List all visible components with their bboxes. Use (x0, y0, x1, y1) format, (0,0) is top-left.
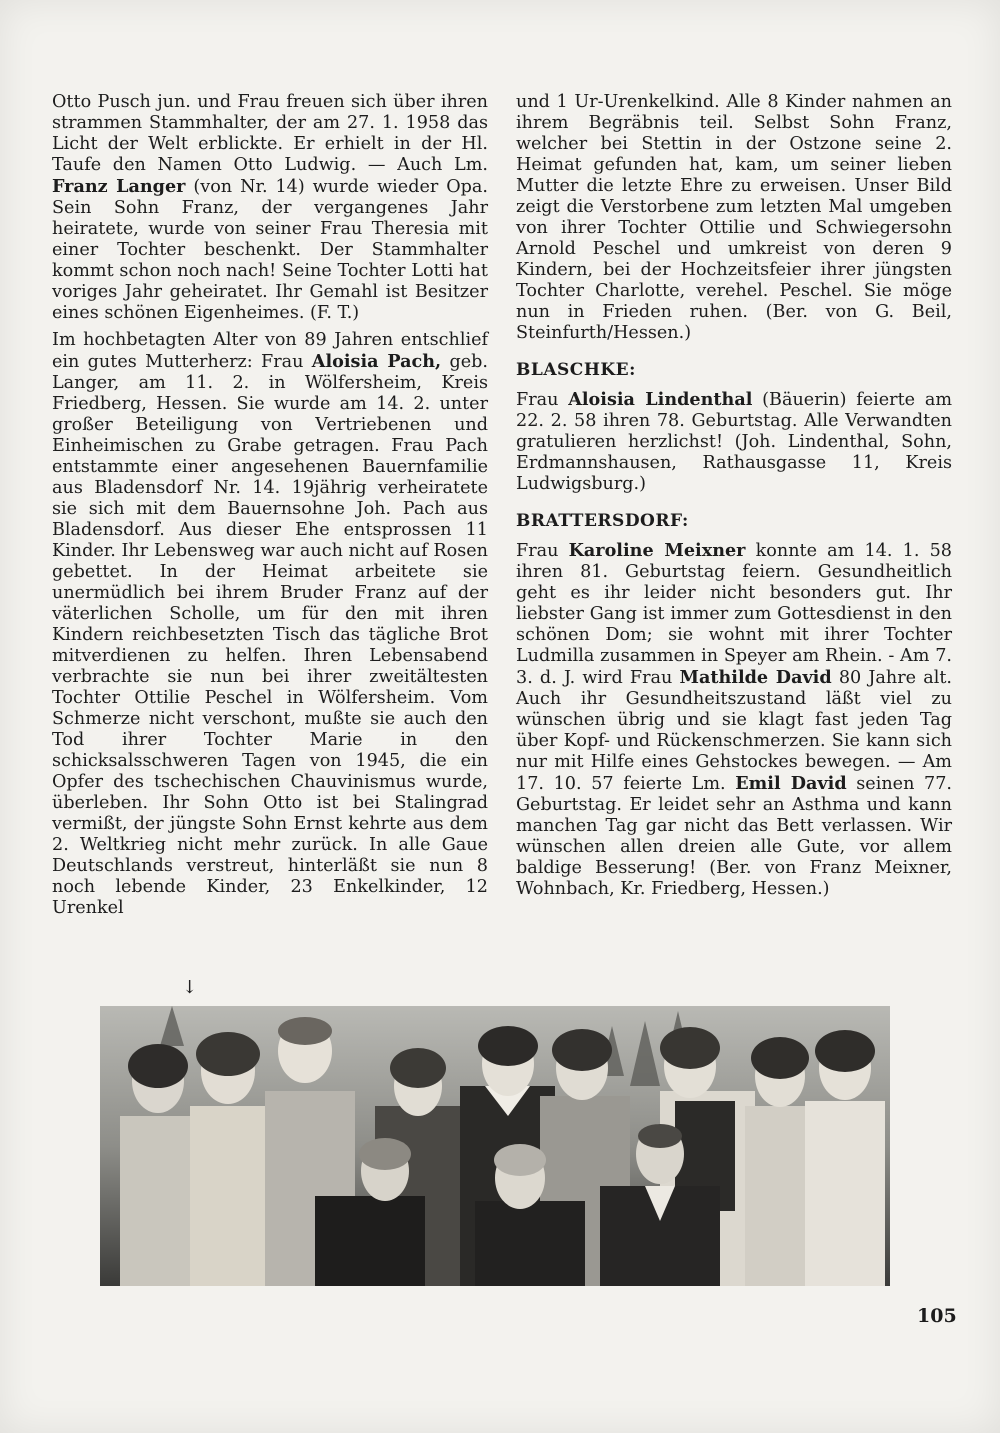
left-column (52, 92, 488, 925)
family-photograph (100, 1006, 890, 1286)
paragraph-pusch-langer: Otto Pusch jun. und Frau freuen sich über ihren strammen Stammhalter, der am 27. 1. 1958 das Licht der Welt erblickte. Er erhielt in der Hl. Taufe den Namen Otto Ludwig. — Auch Lm. Franz Langer (von Nr. 14) wurde wieder Opa. Sein Sohn Franz, der vergangenes Jahr heiratete, wurde von seiner Frau Theresia mit einer Tochter beschenkt. Der Stammhalter kommt schon noch nach! Seine Tochter Lotti hat voriges Jahr geheiratet. Ihr Gemahl ist Besitzer eines schönen Eigenheimes. (F. T.) (52, 92, 488, 323)
photo-pointer-arrow: ↓ (182, 977, 198, 998)
paragraph-obituary-continued: und 1 Ur-Urenkelkind. Alle 8 Kinder nahmen an ihrem Begräbnis teil. Selbst Sohn Franz, welcher bei Stettin in der Ostzone seine 2. Heimat gefunden hat, kam, um seiner lieben Mutter die letzte Ehre zu erweisen. Unser Bild zeigt die Verstorbene zum letzten Mal umgeben von ihrer Tochter Ottilie und Schwiegersohn Arnold Peschel und umkreist von deren 9 Kindern, bei der Hochzeitsfeier ihrer jüngsten Tochter Charlotte, verehel. Peschel. Sie möge nun in Frieden ruhen. (Ber. von G. Beil, Steinfurth/Hessen.) (516, 92, 952, 343)
section-heading-brattersdorf: BRATTERSDORF: (516, 511, 689, 531)
paragraph-lindenthal: Frau Aloisia Lindenthal (Bäuerin) feierte am 22. 2. 58 ihren 78. Geburtstag. Alle Verwandten gratulieren herzlichst! (Joh. Lindenthal, Sohn, Erdmannshausen, Rathausgasse 11, Kreis Ludwigsburg.) (516, 389, 953, 494)
paragraph-obituary-pach: Im hochbetagten Alter von 89 Jahren entschlief ein gutes Mutterherz: Frau Aloisia Pach, geb. Langer, am 11. 2. in Wölfersheim, Kreis Friedberg, Hessen. Sie wurde am 14. 2. unter großer Beteiligung von Vertriebenen und Einheimischen zu Grabe getragen. Frau Pach entstammte einer angesehenen Bauernfamilie aus Bladensdorf Nr. 14. 19jährig verheiratete sie sich mit dem Bauernsohne Joh. Pach aus Bladensdorf. Aus dieser Ehe entsprossen 11 Kinder. Ihr Lebensweg war auch nicht auf Rosen gebettet. In der Heimat arbeitete sie unermüdlich bei ihrem Bruder Franz auf der väterlichen Scholle, um für den mit ihren Kindern reichbesetzten Tisch das tägliche Brot mitverdienen zu helfen. Ihren Lebensabend verbrachte sie nun bei ihrer zweitältesten Tochter Ottilie Peschel in Wölfersheim. Vom Schmerze nicht verschont, mußte sie auch den Tod ihrer Tochter Marie in den schicksalsschweren Tagen von 1945, die ein Opfer des tschechischen Chauvinismus wurde, überleben. Ihr Sohn Otto ist bei Stalingrad vermißt, der jüngste Sohn Ernst kehrte aus dem 2. Weltkrieg nicht mehr zurück. In alle Gaue Deutschlands verstreut, hinterläßt sie nun 8 noch lebende Kinder, 23 Enkelkinder, 12 Urenkel (52, 330, 489, 918)
family-photo-illustration (100, 1006, 890, 1286)
section-heading-blaschke: BLASCHKE: (516, 360, 636, 380)
right-column (516, 92, 952, 906)
page-number: 105 (917, 1305, 957, 1327)
paragraph-meixner-david: Frau Karoline Meixner konnte am 14. 1. 58 ihren 81. Geburtstag feiern. Gesundheitlich geht es ihr leider nicht besonders gut. Ihr liebster Gang ist immer zum Gottesdienst in den schönen Dom; sie wohnt mit ihrer Tochter Ludmilla zusammen in Speyer am Rhein. - Am 7. 3. d. J. wird Frau Mathilde David 80 Jahre alt. Auch ihr Gesundheitszustand läßt viel zu wünschen übrig und sie klagt fast jeden Tag über Kopf- und Rückenschmerzen. Sie kann sich nur mit Hilfe eines Gehstockes bewegen. — Am 17. 10. 57 feierte Lm. Emil David seinen 77. Geburtstag. Er leidet sehr an Asthma und kann manchen Tag gar nicht das Bett verlassen. Wir wünschen allen dreien alle Gute, vor allem baldige Besserung! (Ber. von Franz Meixner, Wohnbach, Kr. Friedberg, Hessen.) (516, 540, 952, 899)
